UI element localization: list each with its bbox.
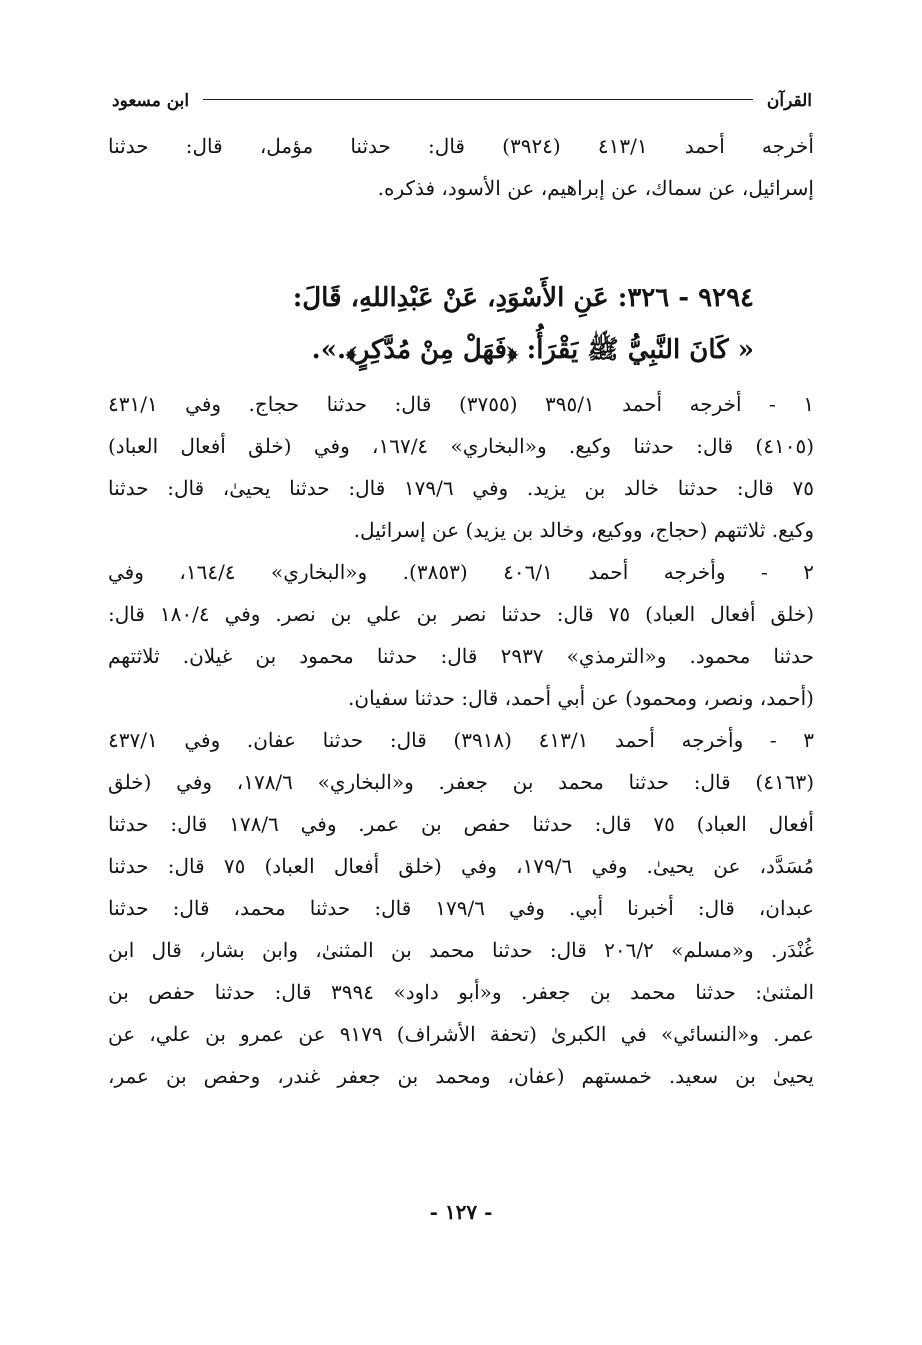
takhrij-line: (خلق أفعال العباد) ٧٥ قال: حدثنا نصر بن علي بن نصر. وفي ١٨٠/٤ قال: (108, 602, 815, 626)
takhrij-line: ٣ - وأخرجه أحمد ٤١٣/١ (٣٩١٨) قال: حدثنا عفان. وفي ٤٣٧/١ (108, 728, 815, 752)
takhrij-line: ٢ - وأخرجه أحمد ٤٠٦/١ (٣٨٥٣). و«البخاري» ١٦٤/٤، وفي (108, 560, 814, 584)
page-number: - ١٢٧ - (429, 1200, 493, 1224)
hadith-matn-line: « كَانَ النَّبِيُّ ﷺ يَقْرَأُ: ﴿فَهَلْ مِنْ مُدَّكِرٍ﴾.». (311, 335, 754, 365)
takhrij-line: عمر. و«النسائي» في الكبرىٰ (تحفة الأشراف) ٩١٧٩ عن عمرو بن علي، عن (108, 1022, 814, 1046)
takhrij-line: غُنْدَر. و«مسلم» ٢٠٦/٢ قال: حدثنا محمد بن المثنىٰ، وابن بشار، قال ابن (108, 938, 815, 962)
takhrij-section (108, 383, 814, 1097)
takhrij-line: (٤١٠٥) قال: حدثنا وكيع. و«البخاري» ١٦٧/٤، وفي (خلق أفعال العباد) (108, 434, 814, 458)
takhrij-line: مُسَدَّد، عن يحيىٰ. وفي ١٧٩/٦، وفي (خلق أفعال العباد) ٧٥ قال: حدثنا (108, 854, 814, 878)
intro-line-1: أخرجه أحمد ٤١٣/١ (٣٩٢٤) قال: حدثنا مؤمل، قال: حدثنا (108, 134, 814, 158)
header-book-section: القرآن (766, 91, 812, 111)
running-header (112, 86, 812, 116)
header-rule (203, 99, 753, 100)
takhrij-line: ٧٥ قال: حدثنا خالد بن يزيد. وفي ١٧٩/٦ قال: حدثنا يحيىٰ، قال: حدثنا (108, 476, 815, 500)
hadith-text (140, 272, 754, 376)
hadith-isnad-line: ٩٢٩٤ - ٣٢٦: عَنِ الأَسْوَدِ، عَنْ عَبْدِاللهِ، قَالَ: (292, 283, 754, 313)
takhrij-line: حدثنا محمود. و«الترمذي» ٢٩٣٧ قال: حدثنا محمود بن غيلان. ثلاثتهم (108, 644, 814, 668)
intro-line-2: إسرائيل، عن سماك، عن إبراهيم، عن الأسود، فذكره. (377, 176, 814, 200)
takhrij-line: ١ - أخرجه أحمد ٣٩٥/١ (٣٧٥٥) قال: حدثنا حجاج. وفي ٤٣١/١ (108, 392, 814, 416)
takhrij-line: يحيىٰ بن سعيد. خمستهم (عفان، ومحمد بن جعفر غندر، وحفص بن عمر، (108, 1064, 814, 1088)
takhrij-line: (٤١٦٣) قال: حدثنا محمد بن جعفر. و«البخاري» ١٧٨/٦، وفي (خلق (108, 770, 814, 794)
takhrij-line: (أحمد، ونصر، ومحمود) عن أبي أحمد، قال: حدثنا سفيان. (348, 686, 814, 710)
takhrij-line: عبدان، قال: أخبرنا أبي. وفي ١٧٩/٦ قال: حدثنا محمد، قال: حدثنا (108, 896, 814, 920)
takhrij-line: وكيع. ثلاثتهم (حجاج، ووكيع، وخالد بن يزيد) عن إسرائيل. (353, 518, 814, 542)
takhrij-line: المثنىٰ: حدثنا محمد بن جعفر. و«أبو داود» ٣٩٩٤ قال: حدثنا حفص بن (108, 980, 815, 1004)
takhrij-line: أفعال العباد) ٧٥ قال: حدثنا حفص بن عمر. وفي ١٧٨/٦ قال: حدثنا (108, 812, 814, 836)
header-companion-name: ابن مسعود (112, 91, 190, 111)
previous-takhrij-continuation (108, 125, 814, 209)
